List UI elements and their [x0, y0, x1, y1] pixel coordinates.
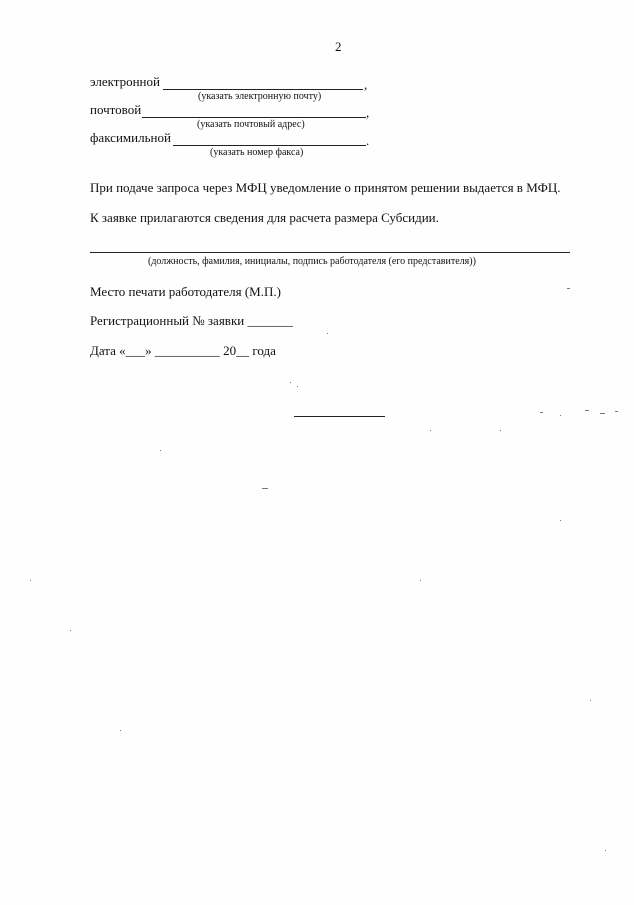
mfc-note: При подаче запроса через МФЦ уведомление о принятом решении выдается в МФЦ. — [90, 180, 561, 195]
postal-comma: , — [366, 105, 370, 120]
registration-blank: _______ — [247, 313, 293, 328]
attachment-note: К заявке прилагаются сведения для расчета размера Субсидии. — [90, 210, 439, 225]
date-year-prefix: 20 — [223, 343, 237, 358]
electronic-hint: (указать электронную почту) — [198, 91, 322, 102]
stamp-place: Место печати работодателя (М.П.) — [90, 284, 281, 299]
registration-number — [90, 313, 293, 329]
postal-label: почтовой — [90, 102, 142, 117]
date-line — [90, 343, 276, 359]
fax-label: факсимильной — [90, 130, 171, 145]
registration-label: Регистрационный № заявки — [90, 313, 245, 328]
electronic-comma: , — [364, 77, 368, 92]
fax-blank-line — [173, 145, 366, 146]
date-day-blank: ___ — [125, 343, 146, 358]
page-number: 2 — [335, 39, 342, 54]
postal-blank-line — [142, 117, 366, 118]
signature-line — [90, 252, 570, 253]
fax-hint: (указать номер факса) — [210, 147, 304, 158]
electronic-blank-line — [163, 89, 363, 90]
date-mid: » — [145, 343, 152, 358]
date-prefix: Дата « — [90, 343, 126, 358]
date-year-blank: __ — [236, 343, 250, 358]
postal-hint: (указать почтовый адрес) — [197, 119, 305, 130]
closing-divider — [294, 416, 385, 417]
fax-period: . — [366, 133, 370, 148]
signature-hint: (должность, фамилия, инициалы, подпись работодателя (его представителя)) — [148, 256, 476, 267]
date-suffix: года — [252, 343, 276, 358]
electronic-label: электронной — [90, 74, 160, 89]
date-month-blank: __________ — [154, 343, 220, 358]
